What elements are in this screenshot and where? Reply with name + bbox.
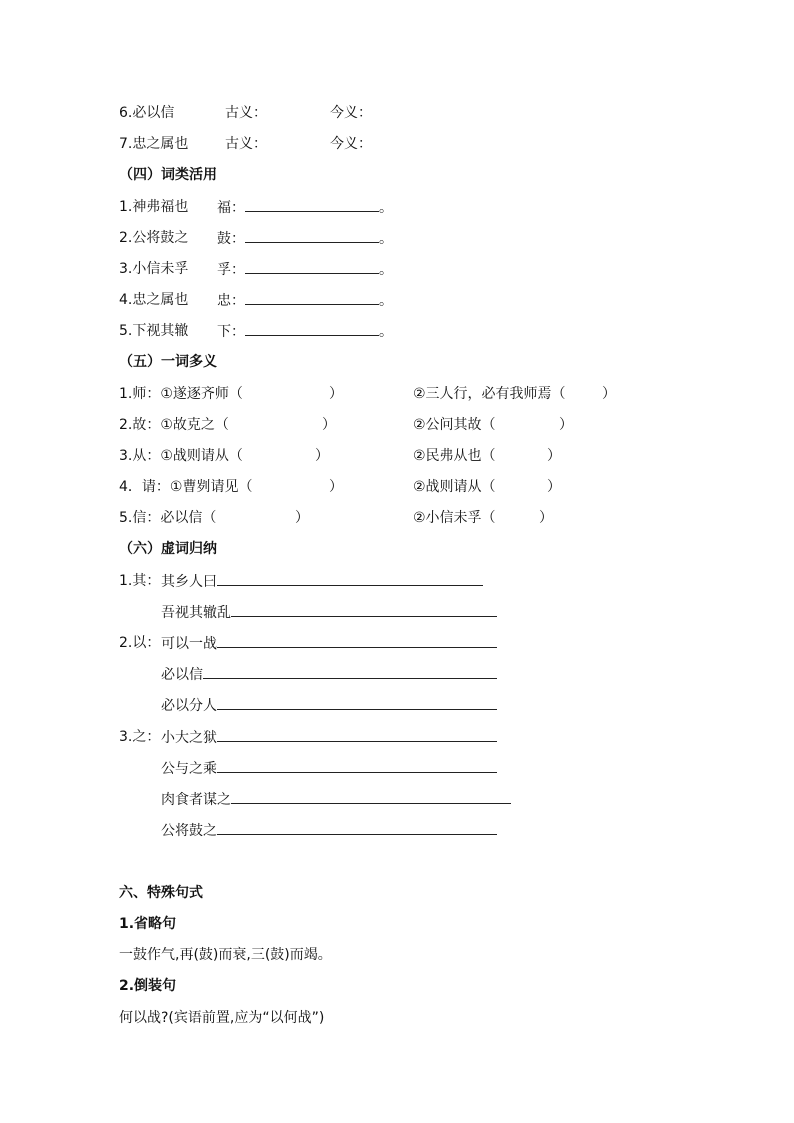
- cilei-question: 1.神弗福也: [119, 199, 189, 215]
- close-paren: ）: [539, 510, 553, 526]
- close-paren: ）: [602, 386, 616, 402]
- duoyi-a: 3.从：①战则请从（: [119, 448, 243, 464]
- example-text: 一鼓作气,再(鼓)而衰,三(鼓)而竭。: [119, 947, 332, 963]
- xuci-item: 可以一战: [161, 633, 497, 654]
- close-paren: ）: [559, 417, 573, 433]
- gu-label: 古义：: [225, 136, 267, 152]
- xuci-label: 1.其：: [119, 573, 161, 589]
- duoyi-a: 5.信：必以信（: [119, 510, 217, 526]
- duoyi-b: ②三人行，必有我师焉（: [413, 386, 566, 402]
- xuci-item: 必以信: [161, 664, 497, 685]
- cilei-word: 孚： 。: [217, 259, 393, 280]
- sub-heading: 1.省略句: [119, 916, 177, 932]
- close-paren: ）: [329, 479, 343, 495]
- answer-blank[interactable]: [217, 571, 483, 586]
- answer-blank[interactable]: [245, 228, 379, 243]
- cilei-question: 2.公将鼓之: [119, 230, 189, 246]
- xuci-item: 公将鼓之: [161, 820, 497, 841]
- answer-blank[interactable]: [231, 602, 497, 617]
- duoyi-b: ②战则请从（: [413, 479, 496, 495]
- answer-blank[interactable]: [245, 259, 379, 274]
- cilei-word: 忠： 。: [217, 290, 393, 311]
- answer-blank[interactable]: [231, 789, 511, 804]
- jin-label: 今义：: [330, 136, 372, 152]
- answer-blank[interactable]: [217, 727, 497, 742]
- xuci-label: 2.以：: [119, 635, 161, 651]
- close-paren: ）: [547, 479, 561, 495]
- section-heading: （五）一词多义: [119, 354, 217, 370]
- xuci-item: 其乡人曰: [161, 571, 483, 592]
- sub-heading: 2.倒装句: [119, 978, 177, 994]
- cilei-question: 3.小信未孚: [119, 261, 189, 277]
- close-paren: ）: [295, 510, 309, 526]
- duoyi-b: ②公问其故（: [413, 417, 496, 433]
- gujin-item: 7.忠之属也: [119, 136, 189, 152]
- gu-label: 古义：: [225, 105, 267, 121]
- xuci-item: 小大之狱: [161, 727, 497, 748]
- answer-blank[interactable]: [217, 820, 497, 835]
- duoyi-a: 2.故：①故克之（: [119, 417, 229, 433]
- cilei-word: 福： 。: [217, 197, 393, 218]
- duoyi-a: 4．请：①曹刿请见（: [119, 479, 253, 495]
- cilei-word: 鼓： 。: [217, 228, 393, 249]
- section-heading: （六）虚词归纳: [119, 541, 217, 557]
- gujin-item: 6.必以信: [119, 105, 175, 121]
- xuci-item: 公与之乘: [161, 758, 497, 779]
- close-paren: ）: [329, 386, 343, 402]
- duoyi-b: ②小信未孚（: [413, 510, 496, 526]
- xuci-item: 必以分人: [161, 695, 497, 716]
- answer-blank[interactable]: [217, 695, 497, 710]
- duoyi-b: ②民弗从也（: [413, 448, 496, 464]
- duoyi-a: 1.师：①遂逐齐师（: [119, 386, 243, 402]
- close-paren: ）: [322, 417, 336, 433]
- cilei-word: 下： 。: [217, 321, 393, 342]
- answer-blank[interactable]: [217, 758, 497, 773]
- answer-blank[interactable]: [245, 197, 379, 212]
- xuci-label: 3.之：: [119, 729, 161, 745]
- cilei-question: 5.下视其辙: [119, 323, 189, 339]
- answer-blank[interactable]: [245, 321, 379, 336]
- answer-blank[interactable]: [203, 664, 497, 679]
- answer-blank[interactable]: [245, 290, 379, 305]
- close-paren: ）: [547, 448, 561, 464]
- xuci-item: 肉食者谋之: [161, 789, 511, 810]
- jin-label: 今义：: [330, 105, 372, 121]
- part-heading: 六、特殊句式: [119, 885, 203, 901]
- xuci-item: 吾视其辙乱: [161, 602, 497, 623]
- section-heading: （四）词类活用: [119, 167, 217, 183]
- cilei-question: 4.忠之属也: [119, 292, 189, 308]
- close-paren: ）: [315, 448, 329, 464]
- example-text: 何以战?(宾语前置,应为“以何战”): [119, 1010, 325, 1026]
- answer-blank[interactable]: [217, 633, 497, 648]
